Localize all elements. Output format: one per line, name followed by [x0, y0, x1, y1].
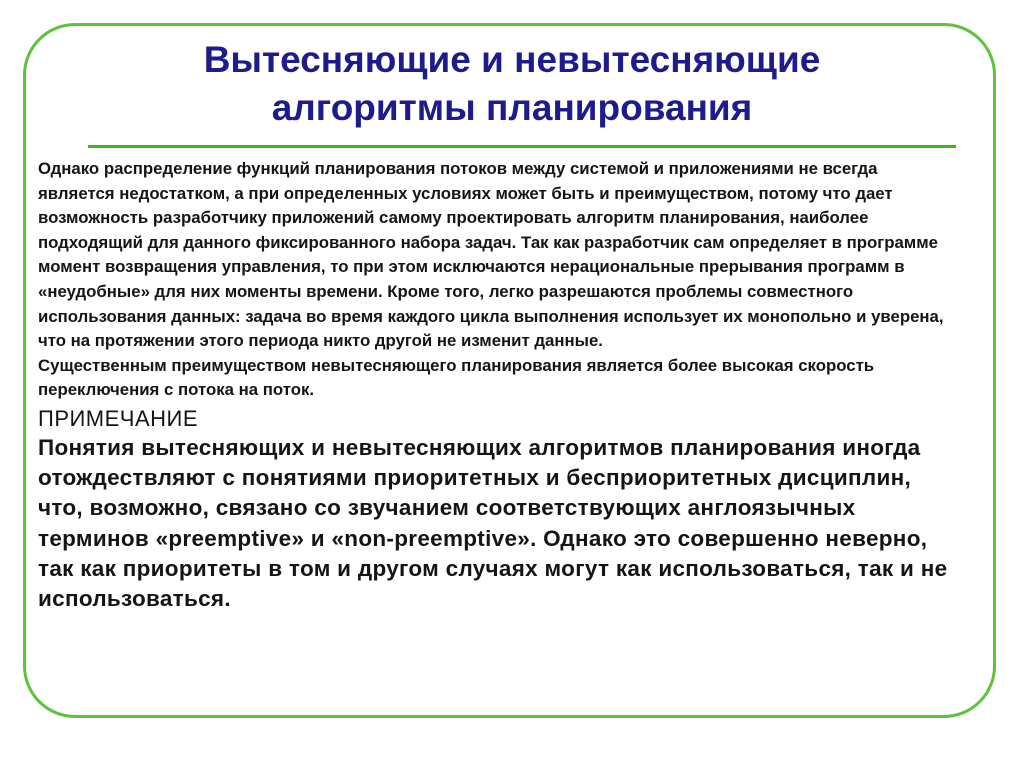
body-paragraph-1: Однако распределение функций планирования потоков между системой и приложениями не всегда является недостатком, а при определенных условиях может быть и преимуществом, потому что дает возможность разработчику приложений самому проектировать алгоритм планирования, наиболее подходящий для данного фиксированного набора задач. Так как разработчик сам определяет в программе момент возвращения управления, то при этом исключаются нерациональные прерывания программ в «неудобные» для них моменты времени. Кроме того, легко разрешаются проблемы совместного использования данных: задача во время каждого цикла выполнения использует их монопольно и уверена, что на протяжении этого периода никто другой не изменит данные.: [38, 159, 944, 351]
slide-title-line-1: Вытесняющие и невытесняющие: [203, 39, 821, 80]
slide-title: [60, 36, 964, 132]
title-underline: [88, 145, 956, 148]
note-paragraph: Понятия вытесняющих и невытесняющих алгоритмов планирования иногда отождествляют с понятиями приоритетных и бесприоритетных дисциплин, что, возможно, связано со звучанием соответствующих англоязычных терминов «preemptive» и «non-preemptive». Однако это совершенно неверно, так как приоритеты в том и другом случаях могут как использоваться, так и не использоваться.: [38, 434, 948, 611]
slide-body: [38, 157, 948, 614]
body-paragraph-2: Существенным преимуществом невытесняющего планирования является более высокая скорость переключения с потока на поток.: [38, 355, 875, 400]
note-heading: ПРИМЕЧАНИЕ: [38, 405, 199, 431]
slide-title-line-2: алгоритмы планирования: [271, 87, 753, 128]
